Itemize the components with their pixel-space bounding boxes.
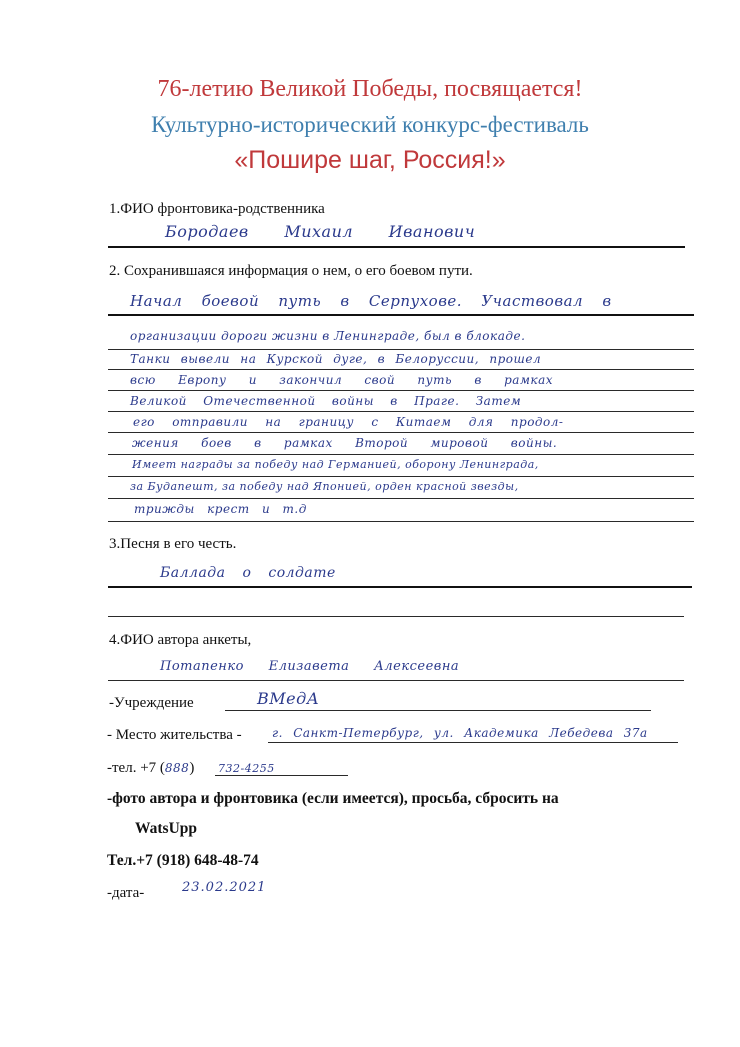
q2-answer-line-1[interactable]: Начал боевой путь в Серпухове. Участвовал в [130,292,612,310]
date-value[interactable]: 23.02.2021 [182,880,267,895]
phone-number[interactable]: 732-4255 [218,762,275,775]
q3-rule-1 [108,586,692,588]
q2-answer-line-8[interactable]: Имеет награды за победу над Германией, оборону Ленинграда, [132,458,539,471]
q4-answer[interactable]: Потапенко Елизавета Алексеевна [160,659,460,674]
q2-answer-line-3[interactable]: Танки вывели на Курской дуге, в Белоруссии, прошел [130,352,542,366]
q2-rule-6 [108,432,694,433]
festival-name: «Пошире шаг, Россия!» [234,146,506,174]
q2-rule-5 [108,411,694,412]
institution-answer[interactable]: ВМедА [257,689,320,708]
residence-label: - Место жительства - [107,727,242,743]
festival-subtitle: Культурно-исторический конкурс-фестиваль [151,112,589,137]
q2-rule-3 [108,369,694,370]
messenger-name: WatsUpp [135,820,198,837]
residence-rule [268,742,678,743]
residence-answer[interactable]: г. Санкт-Петербург, ул. Академика Лебедева 37а [272,726,648,740]
q2-rule-2 [108,349,694,350]
q2-answer-line-2[interactable]: организации дороги жизни в Ленинграде, был в блокаде. [130,329,526,343]
q2-rule-9 [108,498,694,499]
institution-label: -Учреждение [109,695,194,711]
phone-area-code[interactable]: 888 [164,761,190,775]
q3-answer[interactable]: Баллада о солдате [160,565,336,581]
q2-answer-line-6[interactable]: его отправили на границу с Китаем для продол- [133,415,564,429]
q2-rule-4 [108,390,694,391]
date-label: -дата- [107,885,145,901]
institution-rule [225,710,651,711]
q2-rule-1 [108,314,694,316]
q1-answer-line [108,246,685,248]
q1-answer[interactable]: Бородаев Михаил Иванович [165,222,476,241]
q2-label: 2. Сохранившаяся информация о нем, о его боевом пути. [109,263,473,279]
q4-label: 4.ФИО автора анкеты, [109,632,252,648]
q2-answer-line-9[interactable]: за Будапешт, за победу над Японией, орден красной звезды, [130,480,519,493]
q3-label: 3.Песня в его честь. [109,536,237,552]
q3-rule-2 [108,616,684,617]
q2-answer-line-10[interactable]: трижды крест и т.д [134,502,307,516]
q2-answer-line-4[interactable]: всю Европу и закончил свой путь в рамках [130,373,553,387]
phone-paren-close: ) [189,760,195,776]
dedication-heading: 76-летию Великой Победы, посвящается! [157,76,583,102]
q2-rule-8 [108,476,694,477]
q2-rule-10 [108,521,694,522]
phone-prefix: -тел. +7 ( [107,760,165,776]
phone-rule [215,775,348,776]
q2-rule-7 [108,454,694,455]
q4-rule [108,680,684,681]
contact-phone: Тел.+7 (918) 648-48-74 [107,852,259,869]
photo-request: -фото автора и фронтовика (если имеется), просьба, сбросить на [107,790,559,807]
q1-label: 1.ФИО фронтовика-родственника [109,201,325,217]
q2-answer-line-5[interactable]: Великой Отечественной войны в Праге. Затем [130,394,522,408]
q2-answer-line-7[interactable]: жения боев в рамках Второй мировой войны. [132,436,558,450]
phone-label [107,760,194,777]
